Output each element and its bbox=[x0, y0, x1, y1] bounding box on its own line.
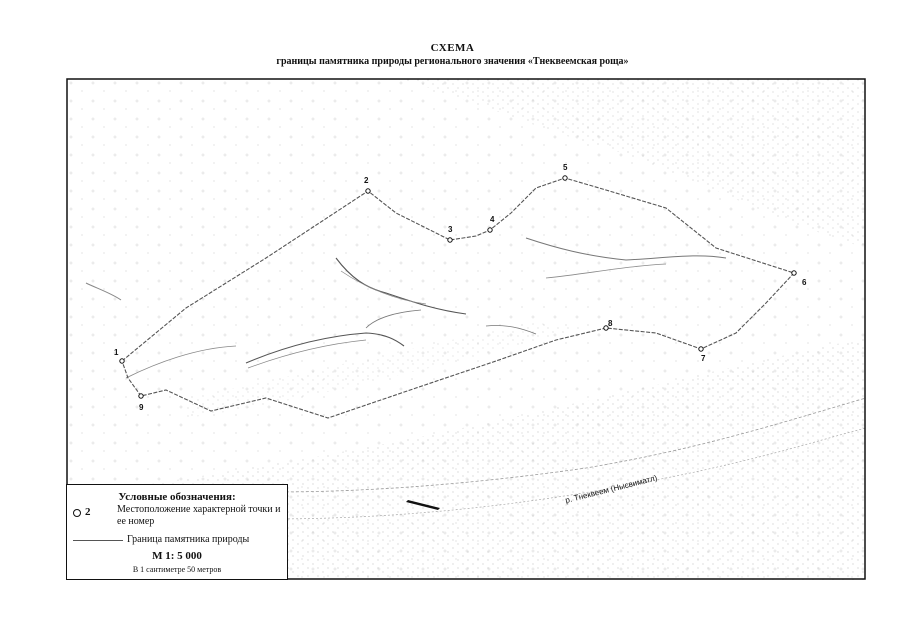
scale-text: М 1: 5 000 bbox=[152, 550, 202, 562]
boundary-point-label: 3 bbox=[448, 225, 453, 234]
boundary-point-label: 8 bbox=[608, 319, 613, 328]
boundary-point-label: 4 bbox=[490, 215, 495, 224]
point-marker-icon bbox=[73, 509, 81, 517]
legend-title: Условные обозначения: bbox=[118, 491, 236, 503]
boundary-point-marker bbox=[563, 176, 567, 180]
boundary-point-marker bbox=[448, 238, 452, 242]
river-label: р. Тнеквеем (Нысвиматл) bbox=[564, 473, 659, 505]
boundary-point-marker bbox=[120, 359, 124, 363]
map-subtitle: границы памятника природы регионального значения «Тнеквеемская роща» bbox=[276, 56, 629, 67]
legend-boundary-text: Граница памятника природы bbox=[127, 534, 250, 545]
boundary-point-marker bbox=[488, 228, 492, 232]
boundary-point-marker bbox=[366, 189, 370, 193]
map-title: СХЕМА bbox=[430, 42, 475, 54]
boundary-point-label: 7 bbox=[701, 354, 706, 363]
boundary-point-marker bbox=[139, 394, 143, 398]
boundary-point-label: 6 bbox=[802, 278, 807, 287]
boundary-point-label: 1 bbox=[114, 348, 119, 357]
boundary-point-marker bbox=[792, 271, 796, 275]
legend bbox=[66, 484, 288, 580]
legend-point-text: Местоположение характерной точки и ее номер bbox=[117, 504, 281, 527]
boundary-point-marker bbox=[699, 347, 703, 351]
boundary-point-label: 5 bbox=[563, 163, 568, 172]
boundary-point-label: 9 bbox=[139, 403, 144, 412]
boundary-line-sample bbox=[73, 540, 123, 541]
boundary-point-label: 2 bbox=[364, 176, 369, 185]
scale-note: В 1 сантиметре 50 метров bbox=[132, 565, 222, 574]
legend-point-number: 2 bbox=[85, 506, 91, 518]
